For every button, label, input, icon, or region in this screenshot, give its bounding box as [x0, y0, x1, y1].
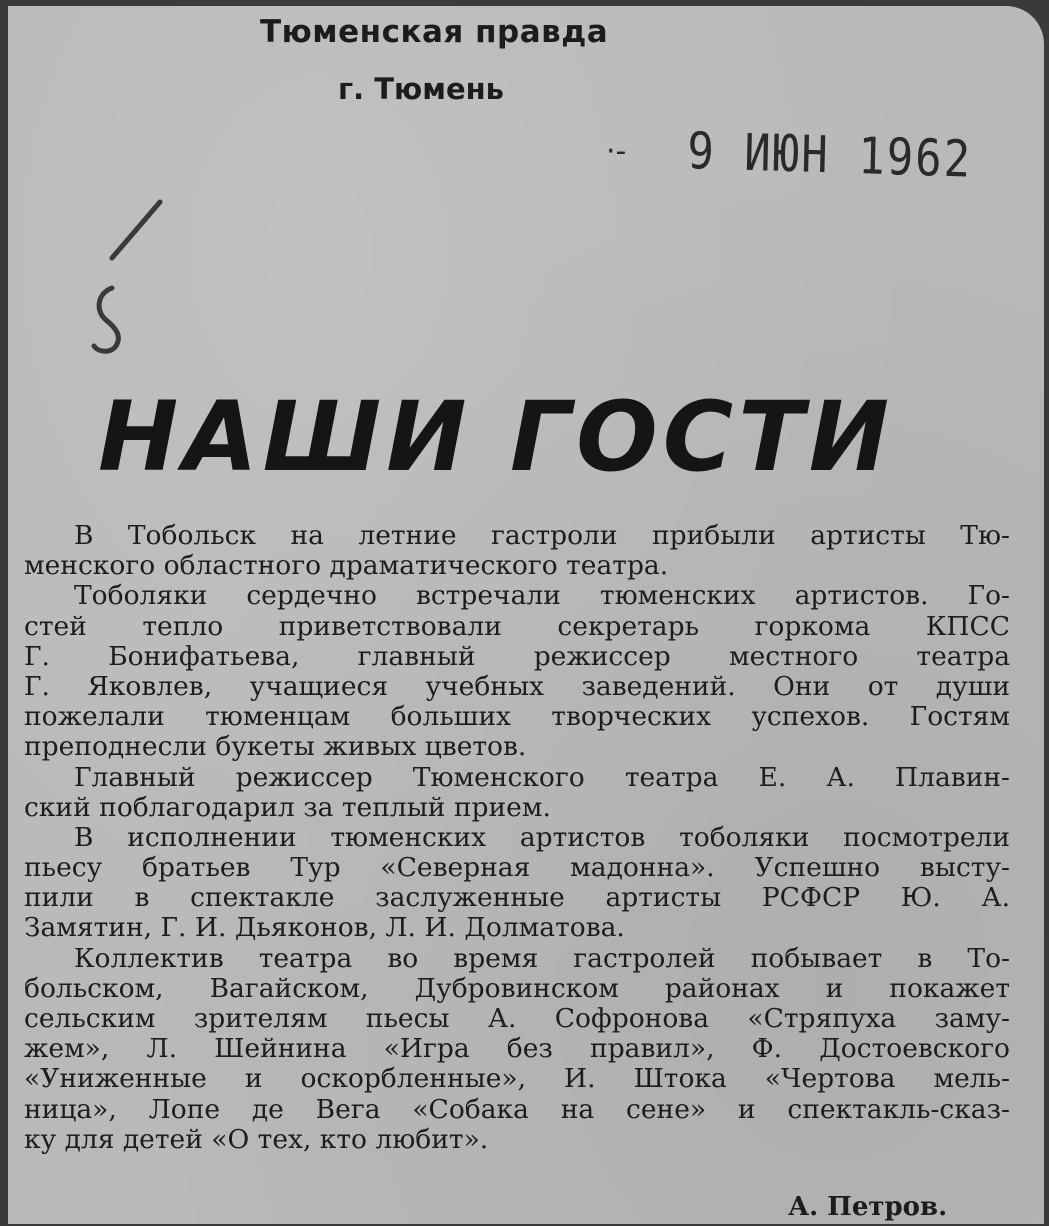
article-line: пьесу братьев Тур «Северная мадонна». Успешно высту-	[24, 852, 1010, 884]
article-line: Г. Бонифатьева, главный режиссер местного театра	[24, 640, 1010, 672]
article-line: В исполнении тюменских артистов тоболяки посмотрели	[74, 821, 1010, 853]
date-stamp-marks: ·-	[606, 134, 627, 169]
article-line: ку для детей «О тех, кто любит».	[24, 1123, 489, 1155]
date-stamp: 9 ИЮН 1962	[686, 122, 973, 190]
newspaper-name-stamp: Тюменская правда	[260, 14, 609, 50]
article-line: сельским зрителям пьесы А. Софронова «Стряпуха заму-	[24, 1003, 1010, 1034]
article-line: Коллектив театра во время гастролей побывает в То-	[74, 942, 1010, 974]
article-line: жем», Л. Шейнина «Игра без правил», Ф. Достоевского	[24, 1033, 1010, 1065]
article-line: больском, Вагайском, Дубровинском районах и покажет	[24, 972, 1010, 1004]
author-signature: А. Петров.	[788, 1192, 948, 1222]
article-line: Г. Яковлев, учащиеся учебных заведений. Они от души	[24, 670, 1010, 702]
article-headline: НАШИ ГОСТИ	[98, 381, 895, 493]
handwritten-pencil-mark	[82, 196, 172, 356]
article-line: «Униженные и оскорбленные», И. Штока «Чертова мель-	[24, 1063, 1010, 1095]
city-stamp: г. Тюмень	[338, 72, 504, 106]
article-line: Главный режиссер Тюменского театра Е. А. Плавин-	[74, 761, 1010, 793]
article-line: менского областного драматического театра.	[24, 550, 669, 582]
newspaper-clipping	[8, 6, 1044, 1224]
article-line: пожелали тюменцам больших творческих успехов. Гостям	[24, 701, 1010, 733]
article-line: пили в спектакле заслуженные артисты РСФСР Ю. А.	[24, 882, 1010, 914]
article-line: В Тобольск на летние гастроли прибыли артисты Тю-	[74, 520, 1010, 551]
article-line: ница», Лопе де Вега «Собака на сене» и спектакль-сказ-	[24, 1093, 1010, 1125]
article-body	[24, 521, 1010, 1155]
article-line: стей тепло приветствовали секретарь горкома КПСС	[24, 610, 1010, 642]
article-line: Замятин, Г. И. Дьяконов, Л. И. Долматова.	[24, 912, 625, 944]
article-line: преподнесли букеты живых цветов.	[24, 731, 527, 763]
article-line: Тоболяки сердечно встречали тюменских артистов. Го-	[74, 580, 1010, 612]
article-line: ский поблагодарил за теплый прием.	[24, 791, 551, 823]
